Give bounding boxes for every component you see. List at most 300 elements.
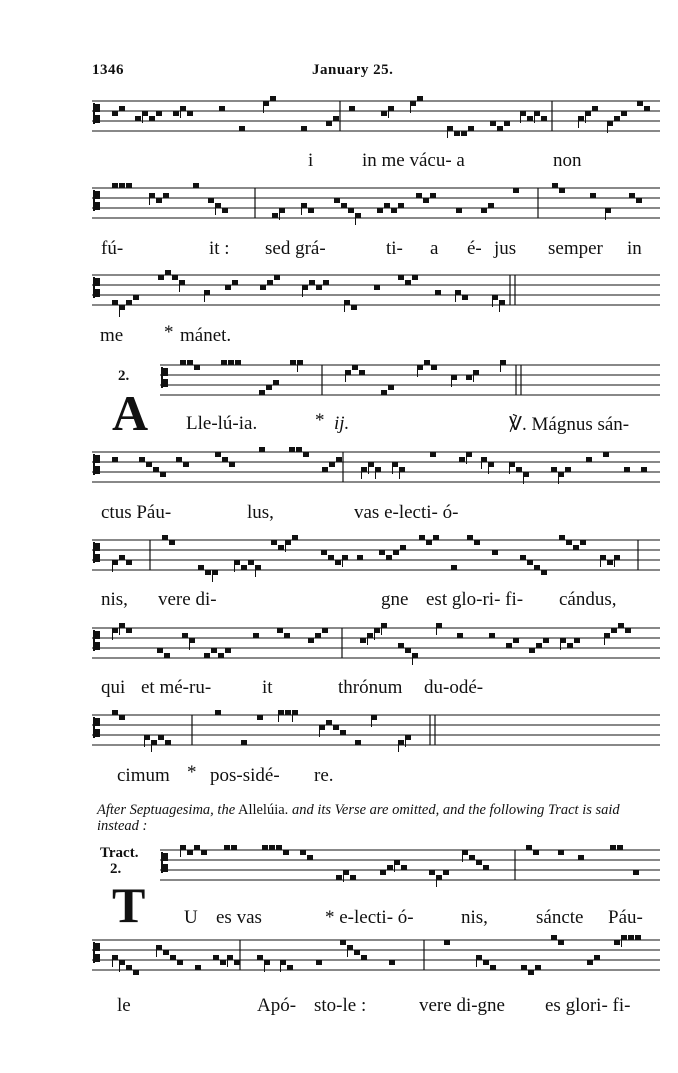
neume xyxy=(225,285,231,290)
neume xyxy=(257,715,263,720)
neume xyxy=(173,111,179,116)
neume xyxy=(269,845,275,850)
neume xyxy=(381,390,387,395)
neume xyxy=(424,360,430,365)
neume xyxy=(308,208,314,213)
neume xyxy=(633,870,639,875)
neume xyxy=(423,198,429,203)
clef xyxy=(95,954,100,962)
neume xyxy=(162,535,168,540)
neume xyxy=(461,131,467,136)
neume xyxy=(614,940,620,945)
neume xyxy=(551,467,557,472)
neume xyxy=(417,96,423,101)
neume xyxy=(284,633,290,638)
neume xyxy=(215,452,221,457)
neume xyxy=(119,555,125,560)
neume xyxy=(474,540,480,545)
neume xyxy=(592,106,598,111)
neume xyxy=(283,850,289,855)
lyric: gne xyxy=(381,589,409,610)
neume xyxy=(360,638,366,643)
lyric: sto-le : xyxy=(314,995,367,1016)
neume xyxy=(483,865,489,870)
neume xyxy=(443,870,449,875)
neume xyxy=(401,865,407,870)
neume xyxy=(384,203,390,208)
neume xyxy=(272,213,278,218)
neume xyxy=(426,540,432,545)
neume xyxy=(359,370,365,375)
neume xyxy=(194,845,200,850)
neume xyxy=(224,845,230,850)
lyric: nis, xyxy=(101,589,128,610)
neume xyxy=(567,643,573,648)
neume xyxy=(235,360,241,365)
lyric: nis, xyxy=(461,907,488,928)
neume xyxy=(296,447,302,452)
neume xyxy=(451,565,457,570)
neume xyxy=(289,447,295,452)
neume xyxy=(543,638,549,643)
neume xyxy=(333,725,339,730)
neume xyxy=(580,540,586,545)
neume xyxy=(253,633,259,638)
neume xyxy=(187,360,193,365)
neume xyxy=(112,300,118,305)
lyric: jus xyxy=(494,238,517,259)
clef xyxy=(163,864,168,872)
neume xyxy=(618,623,624,628)
lyric: cándus, xyxy=(559,589,617,610)
neume xyxy=(195,965,201,970)
neume xyxy=(559,188,565,193)
neume xyxy=(333,116,339,121)
neume xyxy=(219,106,225,111)
neume xyxy=(355,740,361,745)
asterisk: * xyxy=(315,410,325,431)
neume xyxy=(149,116,155,121)
neume xyxy=(301,126,307,131)
neume xyxy=(388,385,394,390)
neume xyxy=(153,467,159,472)
neume xyxy=(276,845,282,850)
neume xyxy=(201,850,207,855)
lyric: pos-sidé- xyxy=(210,765,280,786)
clef xyxy=(95,943,100,951)
neume xyxy=(221,360,227,365)
neume xyxy=(430,193,436,198)
neume xyxy=(239,126,245,131)
neume xyxy=(225,648,231,653)
neume xyxy=(340,940,346,945)
neume xyxy=(586,457,592,462)
neume xyxy=(340,730,346,735)
neume xyxy=(270,96,276,101)
neume xyxy=(146,462,152,467)
lyric: ctus Páu- xyxy=(101,502,172,523)
neume xyxy=(641,467,647,472)
neume xyxy=(389,960,395,965)
clef xyxy=(163,368,168,376)
neume xyxy=(292,535,298,540)
neume xyxy=(357,555,363,560)
neume xyxy=(271,540,277,545)
neume xyxy=(126,560,132,565)
neume xyxy=(335,560,341,565)
neume xyxy=(165,270,171,275)
clef xyxy=(95,455,100,463)
neume xyxy=(374,285,380,290)
clef xyxy=(95,104,100,112)
neume xyxy=(231,845,237,850)
neume xyxy=(624,467,630,472)
neume xyxy=(393,550,399,555)
neume xyxy=(229,462,235,467)
neume xyxy=(193,183,199,188)
neume xyxy=(222,457,228,462)
lyric: a xyxy=(430,238,439,259)
neume xyxy=(307,855,313,860)
neume xyxy=(277,628,283,633)
neume xyxy=(490,121,496,126)
neume xyxy=(112,457,118,462)
neume xyxy=(435,290,441,295)
neume xyxy=(541,570,547,575)
lyric: it xyxy=(262,677,273,698)
neume xyxy=(248,560,254,565)
neume xyxy=(215,710,221,715)
lyric: me xyxy=(100,325,124,346)
lyric: cimum xyxy=(117,765,170,786)
neume xyxy=(285,710,291,715)
lyric: thrónum xyxy=(338,677,403,698)
neume xyxy=(309,280,315,285)
clef xyxy=(95,543,100,551)
page-title: January 25. xyxy=(312,62,394,78)
neume xyxy=(504,121,510,126)
neume xyxy=(158,735,164,740)
neume xyxy=(533,850,539,855)
lyric: semper xyxy=(548,238,603,259)
neume xyxy=(476,860,482,865)
neume xyxy=(183,462,189,467)
lyric: in xyxy=(627,238,642,259)
neume xyxy=(573,545,579,550)
lyric: i xyxy=(308,150,314,171)
neume xyxy=(326,121,332,126)
neume xyxy=(558,850,564,855)
rubric-text: Allelúia. xyxy=(237,802,289,818)
neume xyxy=(220,960,226,965)
rubric xyxy=(97,802,663,834)
neume xyxy=(274,275,280,280)
neume xyxy=(262,845,268,850)
neume xyxy=(222,208,228,213)
neume xyxy=(377,208,383,213)
neume xyxy=(135,116,141,121)
neume xyxy=(156,198,162,203)
lyric: vere di- xyxy=(158,589,217,610)
asterisk: * xyxy=(187,762,197,783)
neume xyxy=(431,365,437,370)
neume xyxy=(169,540,175,545)
neume xyxy=(241,565,247,570)
lyric: it : xyxy=(209,238,230,259)
neume xyxy=(459,457,465,462)
lyric: ti- xyxy=(386,238,403,259)
neume xyxy=(416,193,422,198)
lyric: sed grá- xyxy=(265,238,326,259)
neume xyxy=(163,193,169,198)
neume xyxy=(400,545,406,550)
neume xyxy=(528,970,534,975)
lyric: sáncte xyxy=(536,907,584,928)
neume xyxy=(412,275,418,280)
neume xyxy=(520,555,526,560)
neume xyxy=(419,535,425,540)
neume xyxy=(456,208,462,213)
clef xyxy=(95,466,100,474)
neume xyxy=(513,188,519,193)
neume xyxy=(611,628,617,633)
neume xyxy=(322,467,328,472)
neume xyxy=(119,715,125,720)
neume xyxy=(198,565,204,570)
neume xyxy=(429,870,435,875)
neume xyxy=(574,638,580,643)
lyric: * e-lecti- ó- xyxy=(325,907,414,928)
neume xyxy=(300,850,306,855)
clef xyxy=(95,631,100,639)
neume xyxy=(398,275,404,280)
neume xyxy=(590,193,596,198)
neume xyxy=(513,638,519,643)
neume xyxy=(398,643,404,648)
neume xyxy=(516,467,522,472)
neume xyxy=(308,638,314,643)
lyric: qui xyxy=(101,677,126,698)
clef xyxy=(95,278,100,286)
neume xyxy=(241,740,247,745)
neume xyxy=(315,633,321,638)
neume xyxy=(232,280,238,285)
neume xyxy=(405,648,411,653)
neume xyxy=(112,111,118,116)
clef xyxy=(95,554,100,562)
lyric: et mé-ru- xyxy=(141,677,212,698)
clef xyxy=(95,191,100,199)
neume xyxy=(266,385,272,390)
clef xyxy=(95,718,100,726)
neume xyxy=(566,540,572,545)
lyric: Apó- xyxy=(257,995,297,1016)
lyric: in me vácu- a xyxy=(362,150,465,171)
neume xyxy=(180,360,186,365)
neume xyxy=(527,116,533,121)
initial-letter: A xyxy=(112,385,149,441)
neume xyxy=(433,535,439,540)
neume xyxy=(621,111,627,116)
neume xyxy=(536,643,542,648)
neume xyxy=(637,101,643,106)
neume xyxy=(260,285,266,290)
neume xyxy=(483,960,489,965)
neume xyxy=(112,710,118,715)
neume xyxy=(469,855,475,860)
lyric: re. xyxy=(314,765,334,786)
neume xyxy=(160,472,166,477)
neume xyxy=(578,855,584,860)
neume xyxy=(323,280,329,285)
lyric: lus, xyxy=(247,502,274,523)
neume xyxy=(205,570,211,575)
neume xyxy=(506,643,512,648)
neume xyxy=(177,960,183,965)
neume xyxy=(187,850,193,855)
rubric-text: and its Verse are omitted, and the following Tract is said instead : xyxy=(97,802,620,834)
neume xyxy=(607,560,613,565)
clef xyxy=(163,853,168,861)
neume xyxy=(341,203,347,208)
lyric: non xyxy=(553,150,582,171)
neume xyxy=(381,111,387,116)
neume xyxy=(273,380,279,385)
lyric: vas e-lecti- ó- xyxy=(354,502,459,523)
neume xyxy=(163,950,169,955)
neume xyxy=(468,126,474,131)
neume xyxy=(257,955,263,960)
neume xyxy=(361,955,367,960)
neume xyxy=(208,198,214,203)
lyric: é- xyxy=(467,238,482,259)
neume xyxy=(218,653,224,658)
neume xyxy=(348,208,354,213)
lyric: est glo-ri- fi- xyxy=(426,589,524,610)
neume xyxy=(278,545,284,550)
neume xyxy=(234,960,240,965)
neume xyxy=(386,555,392,560)
lyric: du-odé- xyxy=(424,677,484,698)
neume xyxy=(350,875,356,880)
neume xyxy=(636,198,642,203)
neume xyxy=(405,280,411,285)
neume xyxy=(316,285,322,290)
neume xyxy=(488,203,494,208)
neume xyxy=(157,648,163,653)
neume xyxy=(454,131,460,136)
neume xyxy=(321,550,327,555)
neume xyxy=(156,111,162,116)
neume xyxy=(628,935,634,940)
lyric: U xyxy=(184,907,198,928)
neume xyxy=(387,865,393,870)
neume xyxy=(303,452,309,457)
neume xyxy=(379,550,385,555)
neume xyxy=(290,360,296,365)
neume xyxy=(527,560,533,565)
neume xyxy=(259,447,265,452)
tract-label: Tract. xyxy=(100,845,139,861)
neume xyxy=(336,875,342,880)
neume xyxy=(352,365,358,370)
neume xyxy=(119,106,125,111)
asterisk: * xyxy=(164,322,174,343)
neume xyxy=(267,280,273,285)
neume xyxy=(552,183,558,188)
neume xyxy=(490,965,496,970)
neume xyxy=(497,126,503,131)
clef xyxy=(95,202,100,210)
neume xyxy=(170,955,176,960)
lyric: fú- xyxy=(101,238,124,259)
neume xyxy=(213,955,219,960)
neume xyxy=(541,116,547,121)
neume xyxy=(187,111,193,116)
clef xyxy=(95,729,100,737)
neume xyxy=(380,870,386,875)
neume xyxy=(398,203,404,208)
neume xyxy=(211,648,217,653)
lyric: es vas xyxy=(216,907,262,928)
lyric: le xyxy=(117,995,131,1016)
neume xyxy=(204,653,210,658)
neume xyxy=(349,106,355,111)
neume xyxy=(551,935,557,940)
neume xyxy=(444,940,450,945)
neume xyxy=(328,555,334,560)
page-number: 1346 xyxy=(92,62,124,78)
neume xyxy=(529,648,535,653)
clef xyxy=(163,379,168,387)
neume xyxy=(457,633,463,638)
neume xyxy=(467,535,473,540)
neume xyxy=(126,300,132,305)
neume xyxy=(334,198,340,203)
neume xyxy=(329,462,335,467)
mode-number: 2. xyxy=(118,368,130,384)
neume xyxy=(112,183,118,188)
lyric: es glori- fi- xyxy=(545,995,631,1016)
neume xyxy=(587,960,593,965)
neume xyxy=(466,375,472,380)
neume xyxy=(521,965,527,970)
neume xyxy=(326,720,332,725)
neume xyxy=(614,116,620,121)
neume xyxy=(194,365,200,370)
neume xyxy=(316,960,322,965)
neume xyxy=(629,193,635,198)
neume xyxy=(462,295,468,300)
neume xyxy=(133,970,139,975)
neume xyxy=(139,457,145,462)
neume xyxy=(559,535,565,540)
neume xyxy=(259,390,265,395)
neume xyxy=(126,183,132,188)
neume xyxy=(119,183,125,188)
lyric: ij. xyxy=(334,413,350,434)
neume xyxy=(635,935,641,940)
neume xyxy=(158,275,164,280)
neume xyxy=(535,965,541,970)
neume xyxy=(287,965,293,970)
neume xyxy=(644,106,650,111)
neume xyxy=(492,550,498,555)
neume xyxy=(165,740,171,745)
neume xyxy=(617,845,623,850)
neume xyxy=(126,628,132,633)
clef xyxy=(95,289,100,297)
